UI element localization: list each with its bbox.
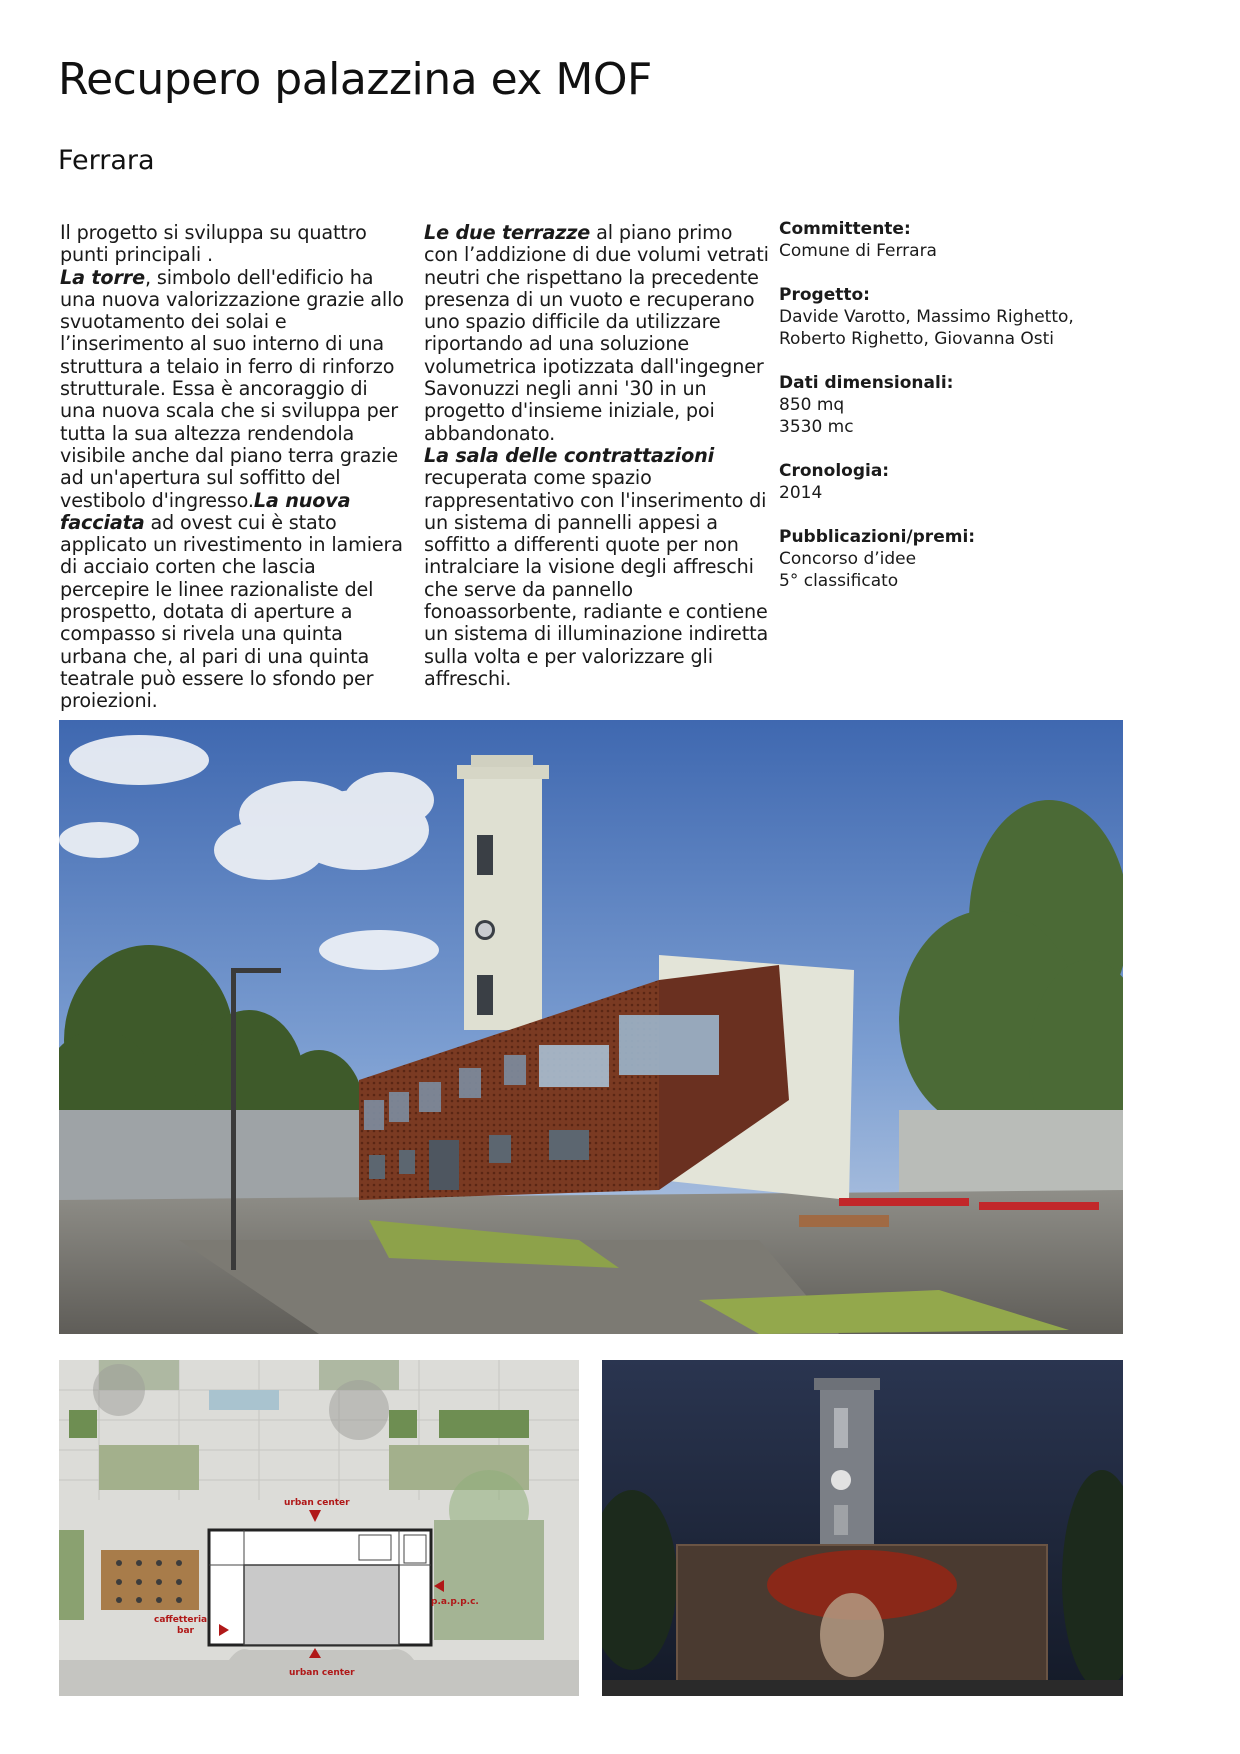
torre-paragraph — [60, 267, 405, 713]
facciata-text: ad ovest cui è stato applicato un rivestimento in lamiera di acciaio corten che lascia percepire le linee razionaliste del prospetto, dotata di aperture a compasso si rivela una quinta urbana che, al pari di una quinta teatrale può essere lo sfondo per proiezioni. — [60, 510, 403, 713]
plan-label-bar: bar — [177, 1626, 194, 1636]
dati-value-2: 3530 mc — [779, 417, 854, 437]
pubblicazioni-label: Pubblicazioni/premi: — [779, 527, 976, 547]
committente-group — [779, 218, 1079, 262]
night-projection-render — [602, 1360, 1123, 1696]
dati-value-1: 850 mq — [779, 395, 845, 415]
cronologia-group — [779, 460, 1079, 504]
dati-label: Dati dimensionali: — [779, 373, 954, 393]
intro-text: Il progetto si sviluppa su quattro punti principali . — [60, 221, 367, 267]
committente-value: Comune di Ferrara — [779, 241, 937, 261]
torre-text: , simbolo dell'edificio ha una nuova valorizzazione grazie allo svuotamento dei solai e l’inserimento al suo interno di una struttura a telaio in ferro di rinforzo strutturale. Essa è ancoraggio di una nuova scala che si sviluppa per tutta la sua altezza rendendola visibile anche dal piano terra grazie ad un'apertura sul soffitto del vestibolo d'ingresso. — [60, 265, 404, 512]
page-title: Recupero palazzina ex MOF — [58, 54, 652, 105]
facciata-heading: La nuova facciata — [60, 488, 351, 534]
description-column-2 — [424, 222, 769, 690]
site-plan-drawing — [59, 1360, 579, 1696]
committente-label: Committente: — [779, 219, 911, 239]
dati-group — [779, 372, 1079, 438]
progetto-label: Progetto: — [779, 285, 870, 305]
plan-label-urban-center-bottom: urban center — [289, 1668, 355, 1678]
terrazze-heading: Le due terrazze — [424, 221, 591, 244]
location-subtitle: Ferrara — [58, 145, 155, 176]
progetto-group — [779, 284, 1079, 350]
building-render-photo — [59, 720, 1123, 1334]
plan-label-caffetteria: caffetteria — [154, 1615, 208, 1625]
pubblicazioni-value-1: Concorso d’idee — [779, 549, 917, 569]
cronologia-label: Cronologia: — [779, 461, 890, 481]
torre-heading: La torre — [60, 265, 145, 289]
sala-heading: La sala delle contrattazioni — [424, 443, 715, 467]
sala-paragraph — [424, 445, 769, 690]
sala-text: recuperata come spazio rappresentativo con l'inserimento di un sistema di pannelli appesi a soffitto a differenti quote per non intralciare la visione degli affreschi che serve da pannello fonoassorbente, radiante e contiene un sistema di illuminazione indiretta sulla volta e per valorizzare gli affreschi. — [424, 466, 769, 690]
progetto-value-1: Davide Varotto, Massimo Righetto, — [779, 307, 1074, 327]
plan-label-urban-center-top: urban center — [284, 1498, 350, 1508]
terrazze-text: al piano primo con l’addizione di due volumi vetrati neutri che rispettano la precedente presenza di un vuoto e recuperano uno spazio difficile da utilizzare riportando ad una soluzione volumetrica ipotizzata dall'ingegner Savonuzzi negli anni '30 in un progetto d'insieme iniziale, poi abbandonato. — [424, 221, 769, 445]
description-column-1 — [60, 222, 405, 713]
pubblicazioni-group — [779, 526, 1079, 592]
plan-label-pappc: p.a.p.p.c. — [431, 1597, 479, 1607]
cronologia-value: 2014 — [779, 483, 823, 503]
progetto-value-2: Roberto Righetto, Giovanna Osti — [779, 329, 1055, 349]
project-metadata — [779, 218, 1079, 614]
pubblicazioni-value-2: 5° classificato — [779, 571, 899, 591]
terrazze-paragraph — [424, 222, 769, 445]
